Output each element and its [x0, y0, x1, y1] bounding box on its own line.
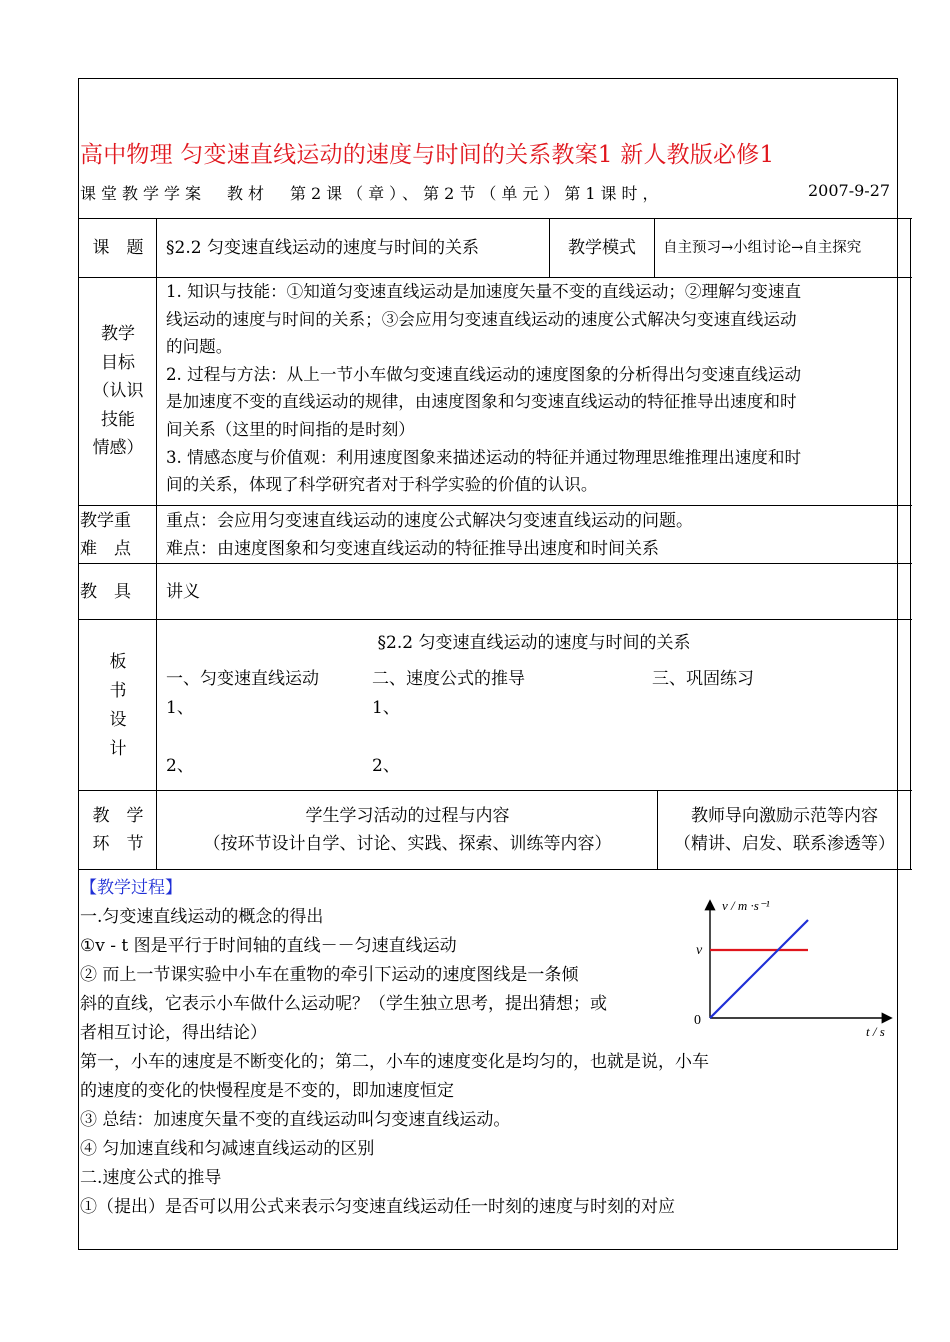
row-divider [78, 869, 912, 870]
origin-label: 0 [694, 1013, 701, 1028]
table-right-border [910, 218, 911, 869]
velocity-time-graph [690, 890, 900, 1045]
tools-label: 教 具 [80, 582, 131, 602]
process-line: ② 而上一节课实验中小车在重物的牵引下运动的速度图线是一条倾 [80, 965, 579, 985]
board-item-2b: 2、 [372, 756, 400, 776]
x-axis-label: t / s [866, 1024, 885, 1039]
board-item-1b: 1、 [372, 698, 400, 718]
v-tick-label: v [696, 943, 703, 958]
mode-value: 自主预习→小组讨论→自主探究 [663, 240, 862, 256]
board-section-3: 三、巩固练习 [652, 669, 754, 689]
accelerating-velocity-line [710, 920, 808, 1018]
steps-column-divider [657, 790, 658, 869]
keypoints-text: 重点：会应用匀变速直线运动的速度公式解决匀变速直线运动的问题。 难点：由速度图象和匀变速直线运动的特征推导出速度和时间关系 [166, 511, 693, 559]
board-title: §2.2 匀变速直线运动的速度与时间的关系 [377, 633, 691, 653]
process-line: 二.速度公式的推导 [80, 1168, 222, 1188]
process-line: ③ 总结：加速度矢量不变的直线运动叫匀变速直线运动。 [80, 1110, 511, 1130]
board-item-1a: 1、 [166, 698, 194, 718]
steps-label: 教 学 环 节 [92, 806, 144, 854]
course-meta: 课堂教学学案 教材 第2课（章）、第2节（单元）第1课时， [80, 184, 664, 203]
table-top-border [78, 218, 912, 219]
row-divider [78, 505, 912, 506]
process-line: ①（提出）是否可以用公式来表示匀变速直线运动任一时刻的速度与时刻的对应 [80, 1197, 675, 1217]
topic-value: §2.2 匀变速直线运动的速度与时间的关系 [166, 238, 479, 258]
row-divider [78, 790, 912, 791]
keypoints-label: 教学重 难 点 [80, 511, 131, 559]
objectives-label: 教学 目标 （认识 技能 情感） [92, 324, 144, 458]
objectives-text: 1. 知识与技能：①知道匀变速直线运动是加速度矢量不变的直线运动；②理解匀变速直 线运动的速度与时间的关系；③会应用匀变速直线运动的速度公式解决匀变速直线运动 的问题。 2. 过程与方法：从上一节小车做匀变速直线运动的速度图象的分析得出匀变速直线运动 是加速度不变的直线运动的规律，由速度图象和匀变速直线运动的特征推导出速度和时 间关系（这里的时间指的是时刻） 3. 情感态度与价值观：利用速度图象来描述运动的特征并通过物理思维推理出速度和时 间的关系，体现了科学研究者对于科学实验的价值的认识。 [166, 282, 802, 495]
row-divider [78, 619, 912, 620]
process-line: 的速度的变化的快慢程度是不变的，即加速度恒定 [80, 1081, 454, 1101]
process-line: 者相互讨论，得出结论） [80, 1023, 267, 1043]
process-line: ①v - t 图是平行于时间轴的直线－－匀速直线运动 [80, 936, 457, 956]
mode-label: 教学模式 [568, 238, 636, 258]
document-title: 高中物理 匀变速直线运动的速度与时间的关系教案1 新人教版必修1 [80, 142, 775, 168]
steps-teacher-content: 教师导向激励示范等内容 （精讲、启发、联系渗透等） [674, 806, 895, 854]
process-line: 第一，小车的速度是不断变化的；第二，小车的速度变化是均匀的，也就是说，小车 [80, 1052, 709, 1072]
process-heading: 【教学过程】 [80, 878, 182, 898]
process-line: 一.匀变速直线运动的概念的得出 [80, 907, 324, 927]
y-axis-label: v / m ·s⁻¹ [722, 898, 770, 913]
process-line: 斜的直线，它表示小车做什么运动呢？（学生独立思考，提出猜想；或 [80, 994, 607, 1014]
label-column-divider [156, 218, 157, 869]
board-label: 板 书 设 计 [109, 652, 127, 759]
board-section-1: 一、匀变速直线运动 [166, 669, 319, 689]
course-date: 2007-9-27 [808, 181, 891, 200]
teaching-process [80, 874, 780, 1222]
tools-value: 讲义 [166, 582, 200, 602]
mode-value-divider [654, 218, 655, 277]
steps-student-content: 学生学习活动的过程与内容 （按环节设计自学、讨论、实践、探索、训练等内容） [203, 806, 612, 854]
process-line: ④ 匀加速直线和匀减速直线运动的区别 [80, 1139, 375, 1159]
board-item-2a: 2、 [166, 756, 194, 776]
topic-label: 课 题 [92, 238, 144, 258]
row-divider [78, 563, 912, 564]
board-section-2: 二、速度公式的推导 [372, 669, 525, 689]
